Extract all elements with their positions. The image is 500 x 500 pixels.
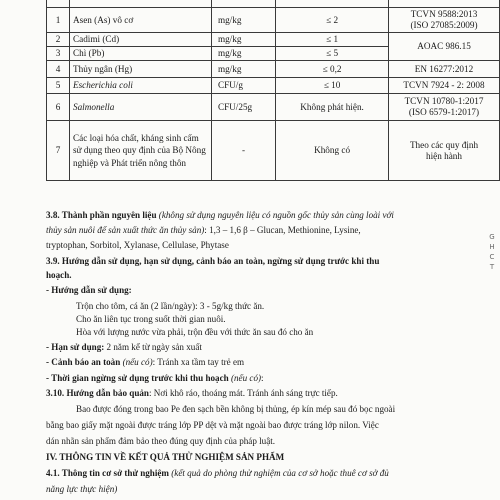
- unit-cell: mg/kg: [211, 33, 275, 47]
- parameter-name: Cadimi (Cd): [69, 33, 211, 47]
- method-cell: AOAC 986.15: [389, 33, 500, 61]
- storage-text: : Nơi khô ráo, thoáng mát. Tránh ánh sáng trực tiếp.: [148, 388, 338, 398]
- safety-warning-value: : Tránh xa tầm tay trẻ em: [152, 357, 245, 367]
- table-row: [47, 33, 500, 47]
- unit-cell: -: [211, 121, 275, 181]
- limit-cell: ≤ 2: [276, 8, 389, 33]
- unit-cell: CFU/25g: [211, 94, 275, 121]
- parameter-name: Thủy ngân (Hg): [69, 61, 211, 78]
- section-heading: 3.9. Hướng dẫn sử dụng, hạn sử dụng, cảnh báo an toàn, ngừng sử dụng trước khi thu: [46, 256, 380, 266]
- limit-cell: Không phát hiện.: [276, 94, 389, 121]
- parameter-name: Salmonella: [69, 94, 211, 121]
- table-row: [47, 8, 500, 33]
- unit-cell: mg/kg: [211, 47, 275, 61]
- table-row: [47, 0, 500, 8]
- section-3-8-line-3: [46, 240, 229, 251]
- safety-warning-line: [46, 357, 244, 368]
- withdrawal-label: - Thời gian ngừng sử dụng trước khi thu hoạch: [46, 373, 229, 383]
- limit-cell: ≤ 5: [276, 47, 389, 61]
- packaging-line: Bao được đóng trong bao Pe đen sạch bền không bị thủng, ép kín mép sau đó bọc ngoài: [76, 404, 396, 414]
- table-row: [47, 61, 500, 78]
- unit-cell: CFU/g: [211, 78, 275, 94]
- section-heading: 4.1. Thông tin cơ sở thử nghiệm: [46, 468, 169, 478]
- parameter-name: Chì (Pb): [69, 47, 211, 61]
- withdrawal-value: :: [261, 373, 264, 383]
- safety-warning-label: - Cảnh báo an toàn: [46, 357, 121, 367]
- safety-warning-note: (nếu có): [120, 357, 153, 367]
- row-number: 4: [47, 61, 70, 78]
- method-cell: [389, 94, 500, 121]
- shelf-life-label: - Hạn sử dụng:: [46, 342, 105, 352]
- storage-line: [46, 388, 338, 399]
- row-number: 2: [47, 33, 70, 47]
- section-note: năng lực thực hiện): [46, 484, 118, 494]
- method-cell: TCVN 7924 - 2: 2008: [389, 78, 500, 94]
- specification-table: [46, 0, 500, 181]
- parameter-name: Escherichia coli: [69, 78, 211, 94]
- usage-line: Trộn cho tôm, cá ăn (2 lần/ngày): 3 - 5g/kg thức ăn.: [76, 301, 265, 311]
- row-number: 6: [47, 94, 70, 121]
- method-line: TCVN 10780-1:2017: [404, 96, 484, 106]
- method-cell: [389, 121, 500, 181]
- section-heading: hoạch.: [46, 270, 72, 280]
- method-line-2: hiện hành: [426, 150, 462, 161]
- section-heading: 3.8. Thành phần nguyên liệu: [46, 210, 157, 220]
- method-cell: [389, 8, 500, 33]
- parameter-name: Các loại hóa chất, kháng sinh cấm sử dụng theo quy định của Bộ Nông nghiệp và Phát triển nông thôn: [69, 121, 211, 181]
- limit-cell: Không có: [276, 121, 389, 181]
- row-number: 5: [47, 78, 70, 94]
- section-heading: 3.10. Hướng dẫn bảo quản: [46, 388, 149, 398]
- usage-line: Cho ăn liên tục trong suốt thời gian nuôi.: [76, 314, 226, 324]
- table-row: [47, 78, 500, 94]
- unit-cell: mg/kg: [211, 8, 275, 33]
- section-note: (không sử dụng nguyên liệu có nguồn gốc thủy sản cùng loài với: [156, 210, 394, 220]
- section-note: (kết quả do phòng thử nghiệm của cơ sở hoặc thuê cơ sở đủ: [169, 468, 389, 478]
- method-cell: EN 16277:2012: [389, 61, 500, 78]
- method-line: Theo các quy định: [409, 139, 479, 150]
- section-4-1-line-1: [46, 468, 389, 479]
- method-line-2: (ISO 6579-1:2017): [408, 107, 480, 117]
- table-row: [47, 121, 500, 181]
- withdrawal-line: [46, 373, 264, 384]
- ingredient-text: tryptophan, Sorbitol, Xylanase, Cellulase, Phytase: [46, 240, 229, 250]
- parameter-name: Asen (As) vô cơ: [69, 8, 211, 33]
- ingredient-text: : 1,3 – 1,6 β – Glucan, Methionine, Lysine,: [204, 225, 361, 235]
- withdrawal-note: (nếu có): [228, 373, 262, 383]
- unit-cell: mg/kg: [211, 61, 275, 78]
- section-3-8-line-1: [46, 210, 394, 221]
- row-number: 7: [47, 121, 70, 181]
- method-line: TCVN 9588:2013: [410, 9, 478, 19]
- margin-stamp: G H C T: [489, 233, 495, 271]
- packaging-line: dán nhãn sản phẩm đảm bảo theo đúng quy định của pháp luật.: [46, 436, 276, 446]
- row-number: 1: [47, 8, 70, 33]
- limit-cell: ≤ 0,2: [276, 61, 389, 78]
- section-heading: IV. THÔNG TIN VỀ KẾT QUẢ THỬ NGHIỆM SẢN PHẨM: [46, 452, 285, 462]
- section-note: thủy sản nuôi để sản xuất thức ăn thủy sản): [46, 225, 205, 235]
- limit-cell: ≤ 10: [276, 78, 389, 94]
- packaging-line: bằng bao giấy mặt ngoài được tráng lớp PP dệt và mặt ngoài bao được tráng lớp nilon. Việc: [46, 420, 379, 430]
- table-row: [47, 94, 500, 121]
- row-number: 3: [47, 47, 70, 61]
- method-line-2: (ISO 27085:2009): [410, 20, 478, 30]
- usage-line: Hòa với lượng nước vừa phải, trộn đều với thức ăn sau đó cho ăn: [76, 327, 314, 337]
- limit-cell: ≤ 1: [276, 33, 389, 47]
- usage-label: - Hướng dẫn sử dụng:: [46, 285, 132, 295]
- shelf-life-value: 2 năm kể từ ngày sản xuất: [104, 342, 202, 352]
- shelf-life-line: [46, 342, 202, 353]
- section-3-8-line-2: [46, 225, 361, 236]
